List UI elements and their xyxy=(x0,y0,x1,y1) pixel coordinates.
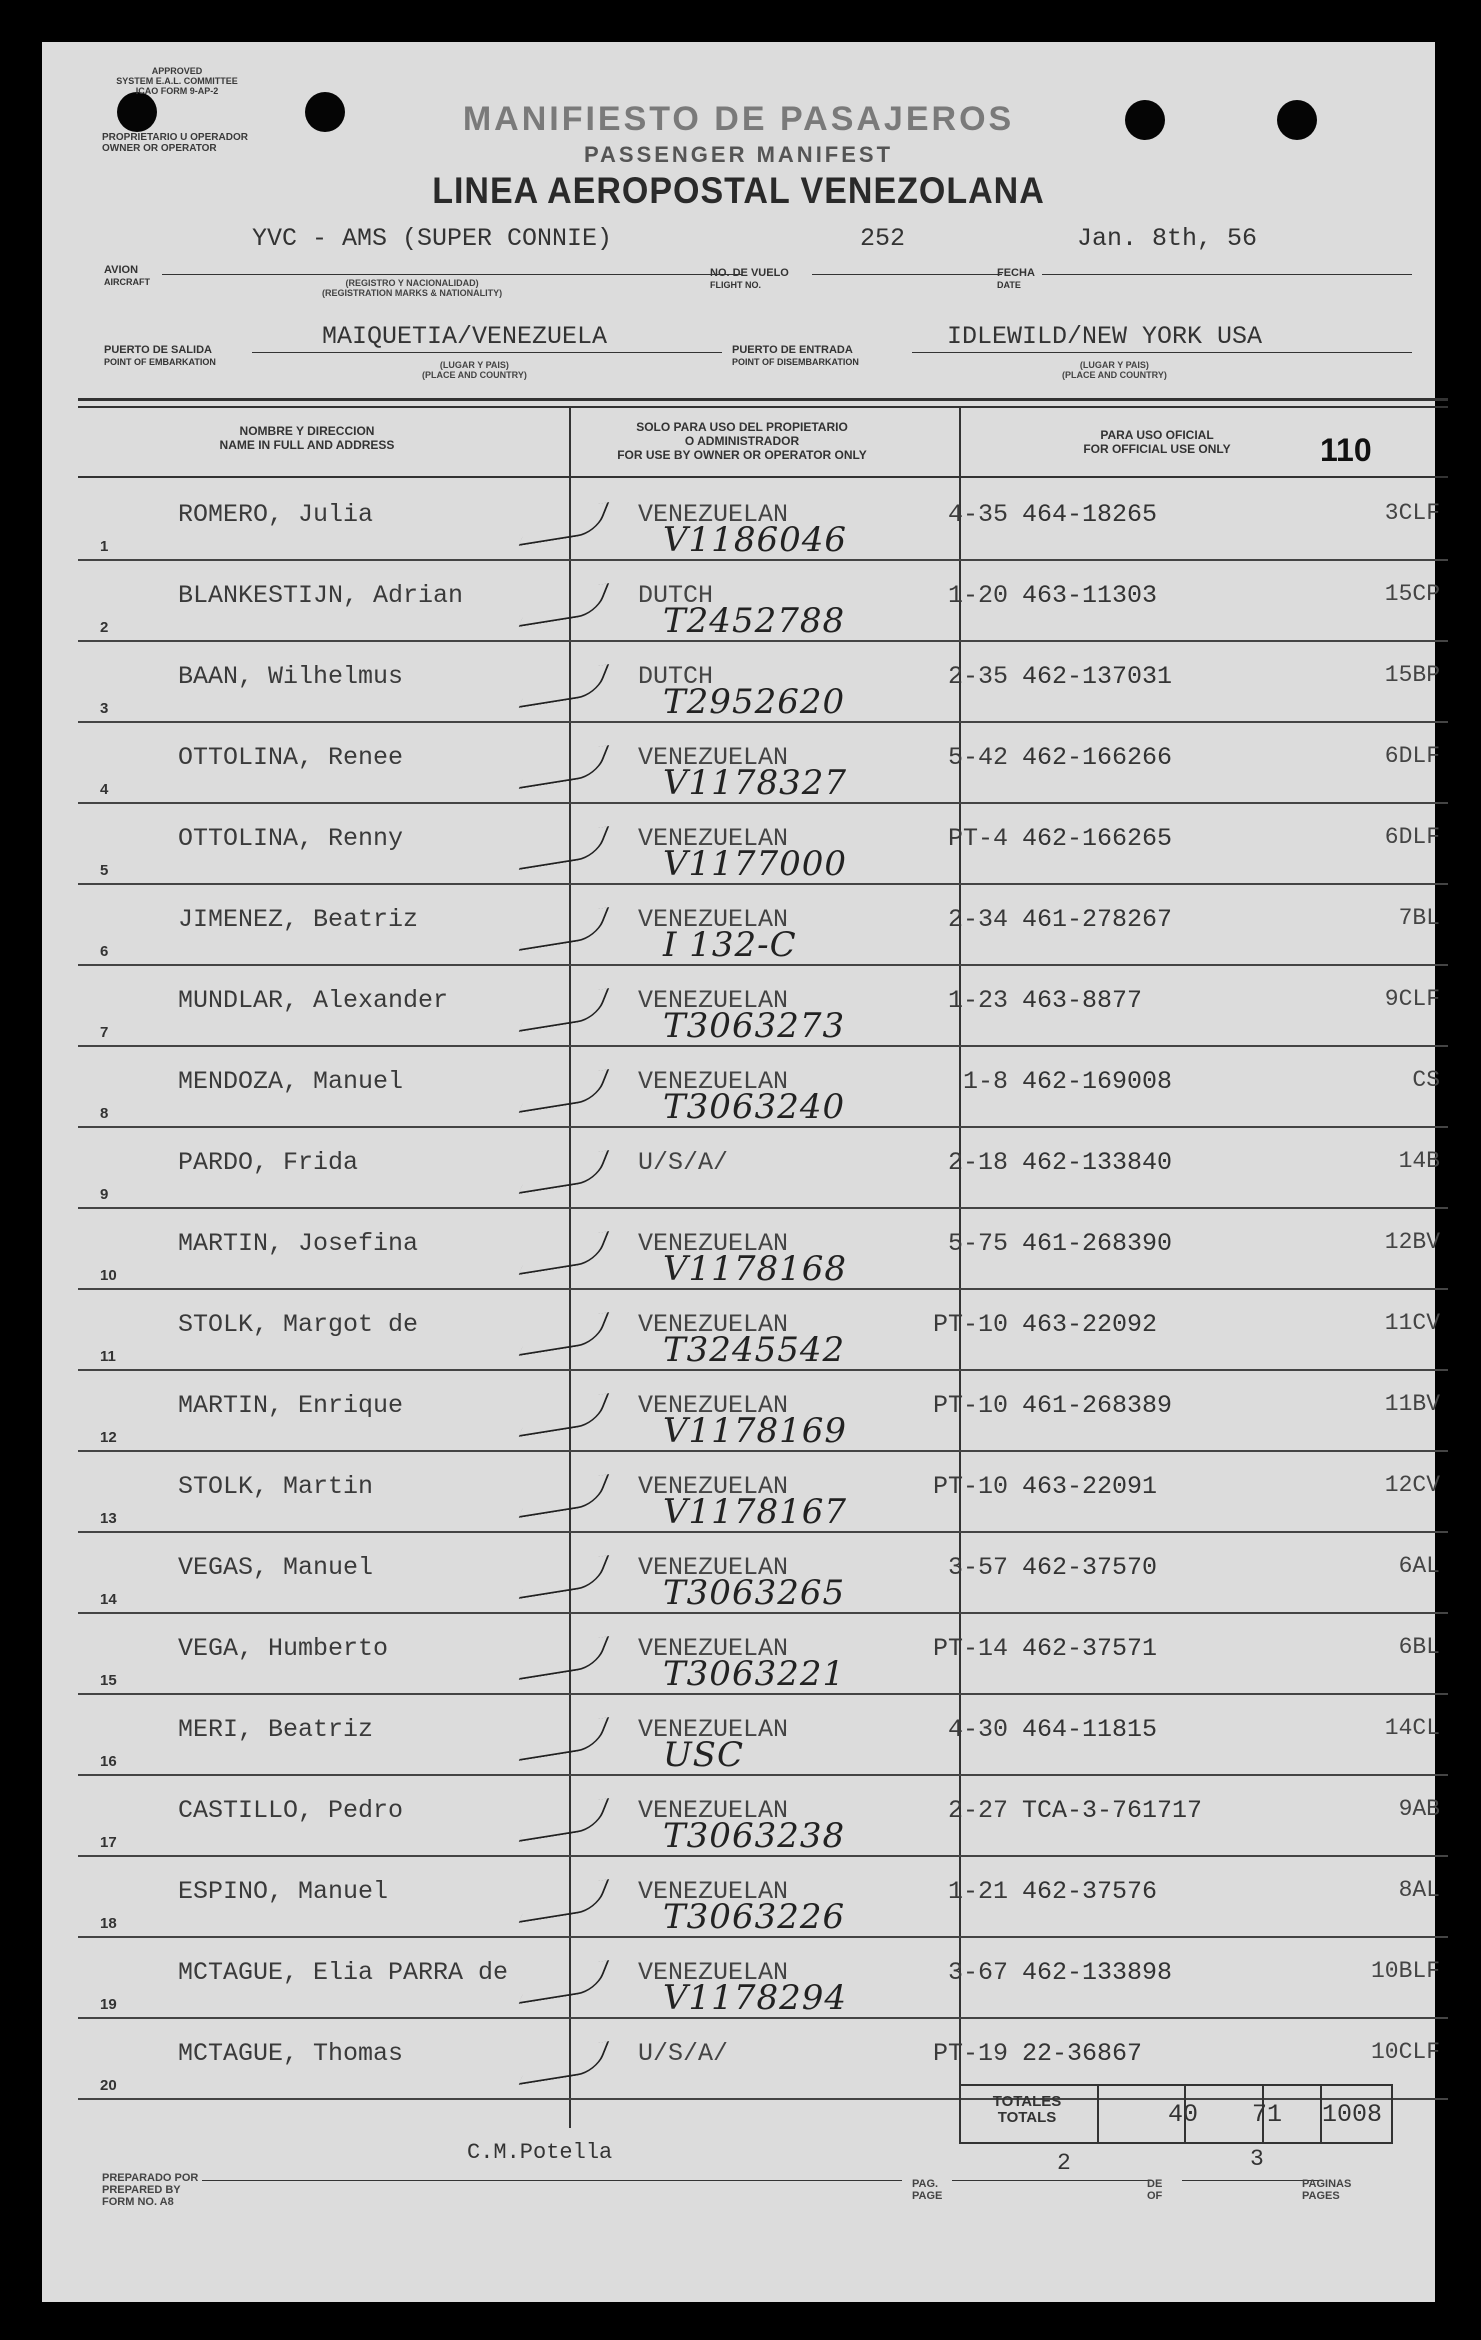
seat-code: 5-42 xyxy=(947,743,1008,772)
row-number: 16 xyxy=(100,1753,117,1770)
handwritten-document-number: T3245542 xyxy=(663,1330,846,1370)
flight-number-value: 252 xyxy=(860,224,906,253)
check-mark-icon xyxy=(519,988,610,1032)
seat-code: PT-14 xyxy=(932,1634,1008,1663)
handwritten-document-number: T2452788 xyxy=(663,601,846,641)
approval-stamp: APPROVED SYSTEM E.A.L. COMMITTEE ICAO FORM 9-AP-2 xyxy=(116,66,238,96)
row-number: 3 xyxy=(100,700,109,717)
column-owner-use: SOLO PARA USO DEL PROPIETARIO O ADMINISTRADOR FOR USE BY OWNER OR OPERATOR ONLY xyxy=(617,420,867,462)
total-pages: 3 xyxy=(1250,2146,1264,2172)
nationality: VENEZUELAN xyxy=(638,1553,789,1582)
table-row xyxy=(78,1126,1448,1209)
row-number: 19 xyxy=(100,1996,117,2013)
nationality: VENEZUELAN xyxy=(638,1796,789,1825)
date-label-es: FECHA xyxy=(997,267,1035,279)
ticket-number: 462-133840 xyxy=(1022,1148,1173,1177)
passenger-name: MUNDLAR, Alexander xyxy=(178,986,449,1015)
seat-code: 2-18 xyxy=(947,1148,1008,1177)
row-number: 7 xyxy=(100,1024,109,1041)
handwritten-document-number: V1178294 xyxy=(663,1978,847,2018)
nationality: U/S/A/ xyxy=(638,2039,729,2068)
ticket-number: 462-37571 xyxy=(1022,1634,1158,1663)
official-code: 6DLF xyxy=(1384,743,1440,769)
nationality: VENEZUELAN xyxy=(638,1877,789,1906)
official-code: 12BV xyxy=(1384,1229,1440,1255)
nationality: VENEZUELAN xyxy=(638,1067,789,1096)
page-line xyxy=(952,2180,1152,2181)
row-number: 20 xyxy=(100,2077,117,2094)
table-row xyxy=(78,1450,1448,1533)
passenger-name: VEGA, Humberto xyxy=(178,1634,389,1663)
handwritten-document-number: V1177000 xyxy=(663,844,847,884)
handwritten-document-number: V1186046 xyxy=(663,520,847,560)
nationality: VENEZUELAN xyxy=(638,905,789,934)
flight-label-es: NO. DE VUELO xyxy=(710,267,789,279)
ticket-number: 462-166265 xyxy=(1022,824,1173,853)
seat-code: 2-35 xyxy=(947,662,1008,691)
table-row xyxy=(78,1531,1448,1614)
ticket-number: 464-11815 xyxy=(1022,1715,1158,1744)
official-code: 11CV xyxy=(1384,1310,1440,1336)
nationality: VENEZUELAN xyxy=(638,1229,789,1258)
registration-label: (REGISTRO Y NACIONALIDAD) (REGISTRATION MARKS & NATIONALITY) xyxy=(322,278,503,298)
ticket-number: 22-36867 xyxy=(1022,2039,1143,2068)
table-row xyxy=(78,1045,1448,1128)
passenger-name: OTTOLINA, Renee xyxy=(178,743,404,772)
check-mark-icon xyxy=(519,502,610,546)
ticket-number: 462-166266 xyxy=(1022,743,1173,772)
of-label-en: OF xyxy=(1147,2190,1163,2202)
official-code: CS xyxy=(1412,1067,1440,1093)
seat-code: PT-19 xyxy=(932,2039,1008,2068)
handwritten-document-number: I 132-C xyxy=(663,925,797,965)
owner-label: PROPRIETARIO U OPERADOR OWNER OR OPERATOR xyxy=(102,132,248,154)
place-country-label-2: (LUGAR Y PAIS) (PLACE AND COUNTRY) xyxy=(1062,360,1167,380)
seat-code: 1-21 xyxy=(947,1877,1008,1906)
ticket-number: 463-11303 xyxy=(1022,581,1158,610)
nationality: U/S/A/ xyxy=(638,1148,729,1177)
official-code: 15CP xyxy=(1384,581,1440,607)
table-row xyxy=(78,1369,1448,1452)
row-number: 1 xyxy=(100,538,109,555)
pages-label-en: PAGES xyxy=(1302,2190,1340,2202)
seat-code: 2-34 xyxy=(947,905,1008,934)
aircraft-value: YVC - AMS (SUPER CONNIE) xyxy=(252,224,613,253)
handwritten-document-number: T3063226 xyxy=(663,1897,846,1937)
table-row xyxy=(78,1207,1448,1290)
check-mark-icon xyxy=(519,1798,610,1842)
title-english: PASSENGER MANIFEST xyxy=(583,142,894,167)
page-number: 2 xyxy=(1057,2150,1071,2176)
ticket-number: TCA-3-761717 xyxy=(1022,1796,1203,1825)
nationality: VENEZUELAN xyxy=(638,1391,789,1420)
official-code: 14CL xyxy=(1384,1715,1440,1741)
passenger-name: STOLK, Margot de xyxy=(178,1310,419,1339)
handwritten-document-number: T3063221 xyxy=(663,1654,846,1694)
handwritten-document-number: V1178169 xyxy=(663,1411,847,1451)
table-row xyxy=(78,1855,1448,1938)
check-mark-icon xyxy=(519,1636,610,1680)
nationality: DUTCH xyxy=(638,662,714,691)
seat-code: 4-30 xyxy=(947,1715,1008,1744)
check-mark-icon xyxy=(519,1150,610,1194)
flight-label-en: FLIGHT NO. xyxy=(710,280,761,290)
official-code: 6BL xyxy=(1398,1634,1440,1660)
of-label-es: DE xyxy=(1147,2178,1163,2190)
table-top-rule-2 xyxy=(78,406,1448,408)
check-mark-icon xyxy=(519,1717,610,1761)
seat-code: 1-8 xyxy=(962,1067,1008,1096)
check-mark-icon xyxy=(519,583,610,627)
row-number: 9 xyxy=(100,1186,109,1203)
nationality: VENEZUELAN xyxy=(638,1958,789,1987)
handwritten-document-number: USC xyxy=(663,1735,744,1775)
row-number: 11 xyxy=(100,1348,116,1365)
totals-value-1: 40 xyxy=(1168,2100,1199,2129)
handwritten-document-number: T3063265 xyxy=(663,1573,846,1613)
ticket-number: 461-278267 xyxy=(1022,905,1173,934)
passenger-name: STOLK, Martin xyxy=(178,1472,374,1501)
disembark-line xyxy=(912,352,1412,353)
check-mark-icon xyxy=(519,826,610,870)
check-mark-icon xyxy=(519,2041,610,2085)
table-row xyxy=(78,478,1448,561)
passenger-name: PARDO, Frida xyxy=(178,1148,359,1177)
ticket-number: 462-37570 xyxy=(1022,1553,1158,1582)
handwritten-document-number: T3063240 xyxy=(663,1087,846,1127)
handwritten-document-number: V1178167 xyxy=(663,1492,847,1532)
handwritten-document-number: V1178327 xyxy=(663,763,847,803)
totals-label: TOTALES TOTALS xyxy=(992,2093,1062,2126)
table-row xyxy=(78,559,1448,642)
embark-label-es: PUERTO DE SALIDA xyxy=(104,344,212,356)
official-code: 9CLF xyxy=(1384,986,1440,1012)
official-code: 7BL xyxy=(1398,905,1440,931)
row-number: 10 xyxy=(100,1267,117,1284)
table-row xyxy=(78,721,1448,804)
row-number: 2 xyxy=(100,619,109,636)
handwritten-document-number: T3063273 xyxy=(663,1006,846,1046)
aircraft-label-en: AIRCRAFT xyxy=(104,277,150,287)
row-number: 8 xyxy=(100,1105,109,1122)
table-row xyxy=(78,883,1448,966)
place-country-label-1: (LUGAR Y PAIS) (PLACE AND COUNTRY) xyxy=(422,360,527,380)
row-number: 14 xyxy=(100,1591,117,1608)
passenger-name: ROMERO, Julia xyxy=(178,500,374,529)
table-row xyxy=(78,640,1448,723)
handwritten-document-number: T2952620 xyxy=(663,682,846,722)
check-mark-icon xyxy=(519,664,610,708)
nationality: VENEZUELAN xyxy=(638,824,789,853)
seat-code: 4-35 xyxy=(947,500,1008,529)
nationality: VENEZUELAN xyxy=(638,1634,789,1663)
passenger-name: BAAN, Wilhelmus xyxy=(178,662,404,691)
table-row xyxy=(78,1774,1448,1857)
passenger-name: MCTAGUE, Thomas xyxy=(178,2039,404,2068)
nationality: VENEZUELAN xyxy=(638,1715,789,1744)
ticket-number: 462-133898 xyxy=(1022,1958,1173,1987)
page-label-en: PAGE xyxy=(912,2190,943,2202)
seat-code: 1-20 xyxy=(947,581,1008,610)
embark-line xyxy=(252,352,722,353)
row-number: 6 xyxy=(100,943,109,960)
ticket-number: 462-169008 xyxy=(1022,1067,1173,1096)
row-number: 13 xyxy=(100,1510,117,1527)
passenger-name: MENDOZA, Manuel xyxy=(178,1067,404,1096)
ticket-number: 461-268390 xyxy=(1022,1229,1173,1258)
table-top-rule xyxy=(78,398,1448,401)
check-mark-icon xyxy=(519,745,610,789)
official-code: 11BV xyxy=(1384,1391,1440,1417)
seat-code: PT-4 xyxy=(947,824,1008,853)
date-value: Jan. 8th, 56 xyxy=(1077,224,1258,253)
table-row xyxy=(78,964,1448,1047)
check-mark-icon xyxy=(519,1555,610,1599)
disembark-label-es: PUERTO DE ENTRADA xyxy=(732,344,853,356)
title-spanish: MANIFIESTO DE PASAJEROS xyxy=(462,100,1015,138)
check-mark-icon xyxy=(519,1879,610,1923)
check-mark-icon xyxy=(519,1231,610,1275)
check-mark-icon xyxy=(519,1474,610,1518)
nationality: DUTCH xyxy=(638,581,714,610)
seat-code: 1-23 xyxy=(947,986,1008,1015)
check-mark-icon xyxy=(519,1393,610,1437)
column-name-address: NOMBRE Y DIRECCION NAME IN FULL AND ADDRESS xyxy=(219,424,395,452)
table-row xyxy=(78,802,1448,885)
row-number: 4 xyxy=(100,781,109,798)
ticket-number: 463-8877 xyxy=(1022,986,1143,1015)
totals-value-2: 71 xyxy=(1252,2100,1283,2129)
pages-label-es: PAGINAS xyxy=(1302,2178,1352,2190)
nationality: VENEZUELAN xyxy=(638,743,789,772)
official-code: 15BP xyxy=(1384,662,1440,688)
row-number: 15 xyxy=(100,1672,117,1689)
table-row xyxy=(78,1936,1448,2019)
nationality: VENEZUELAN xyxy=(638,986,789,1015)
nationality: VENEZUELAN xyxy=(638,1472,789,1501)
table-row xyxy=(78,1612,1448,1695)
row-number: 12 xyxy=(100,1429,117,1446)
official-code: 3CLF xyxy=(1384,500,1440,526)
nationality: VENEZUELAN xyxy=(638,500,789,529)
embark-label-en: POINT OF EMBARKATION xyxy=(104,357,216,367)
seat-code: 3-67 xyxy=(947,1958,1008,1987)
table-row xyxy=(78,1693,1448,1776)
passenger-name: OTTOLINA, Renny xyxy=(178,824,404,853)
aircraft-label-es: AVION xyxy=(104,264,139,276)
handwritten-document-number: T3063238 xyxy=(663,1816,846,1856)
prepared-by-value: C.M.Potella xyxy=(467,2140,613,2165)
nationality: VENEZUELAN xyxy=(638,1310,789,1339)
form-number-110: 110 xyxy=(1320,432,1372,468)
prepared-by-label: PREPARADO POR PREPARED BY FORM NO. A8 xyxy=(102,2172,199,2208)
row-number: 17 xyxy=(100,1834,117,1851)
manifest-page xyxy=(42,42,1440,2302)
disembark-value: IDLEWILD/NEW YORK USA xyxy=(947,322,1263,351)
check-mark-icon xyxy=(519,1960,610,2004)
airline-name: LINEA AEROPOSTAL VENEZOLANA xyxy=(432,170,1045,212)
passenger-name: MARTIN, Josefina xyxy=(178,1229,419,1258)
embark-value: MAIQUETIA/VENEZUELA xyxy=(322,322,608,351)
ticket-number: 463-22091 xyxy=(1022,1472,1158,1501)
passenger-name: MARTIN, Enrique xyxy=(178,1391,404,1420)
seat-code: 3-57 xyxy=(947,1553,1008,1582)
of-line xyxy=(1182,2180,1322,2181)
seat-code: PT-10 xyxy=(932,1310,1008,1339)
ticket-number: 464-18265 xyxy=(1022,500,1158,529)
passenger-name: BLANKESTIJN, Adrian xyxy=(178,581,464,610)
ticket-number: 462-137031 xyxy=(1022,662,1173,691)
passenger-name: VEGAS, Manuel xyxy=(178,1553,374,1582)
table-row xyxy=(78,1288,1448,1371)
page-label-es: PAG. xyxy=(912,2178,939,2190)
ticket-number: 462-37576 xyxy=(1022,1877,1158,1906)
row-number: 5 xyxy=(100,862,109,879)
passenger-name: CASTILLO, Pedro xyxy=(178,1796,404,1825)
prepared-line xyxy=(202,2180,902,2181)
official-code: 6AL xyxy=(1398,1553,1440,1579)
passenger-name: ESPINO, Manuel xyxy=(178,1877,389,1906)
aircraft-line xyxy=(162,274,742,275)
column-official-use: PARA USO OFICIAL FOR OFFICIAL USE ONLY xyxy=(1083,428,1231,456)
passenger-name: MERI, Beatriz xyxy=(178,1715,374,1744)
handwritten-document-number: V1178168 xyxy=(663,1249,847,1289)
seat-code: PT-10 xyxy=(932,1391,1008,1420)
row-number: 18 xyxy=(100,1915,117,1932)
passenger-name: JIMENEZ, Beatriz xyxy=(178,905,419,934)
date-label-en: DATE xyxy=(997,280,1021,290)
check-mark-icon xyxy=(519,1069,610,1113)
date-line xyxy=(1042,274,1412,275)
official-code: 6DLF xyxy=(1384,824,1440,850)
totals-divider xyxy=(1097,2084,1099,2142)
official-code: 10CLF xyxy=(1370,2039,1440,2065)
seat-code: 2-27 xyxy=(947,1796,1008,1825)
official-code: 12CV xyxy=(1384,1472,1440,1498)
official-code: 14B xyxy=(1398,1148,1440,1174)
check-mark-icon xyxy=(519,907,610,951)
official-code: 8AL xyxy=(1398,1877,1440,1903)
passenger-name: MCTAGUE, Elia PARRA de xyxy=(178,1958,509,1987)
check-mark-icon xyxy=(519,1312,610,1356)
totals-value-3: 1008 xyxy=(1322,2100,1383,2129)
flight-line xyxy=(812,274,1002,275)
official-code: 10BLF xyxy=(1370,1958,1440,1984)
official-code: 9AB xyxy=(1398,1796,1440,1822)
seat-code: 5-75 xyxy=(947,1229,1008,1258)
ticket-number: 463-22092 xyxy=(1022,1310,1158,1339)
disembark-label-en: POINT OF DISEMBARKATION xyxy=(732,357,859,367)
seat-code: PT-10 xyxy=(932,1472,1008,1501)
ticket-number: 461-268389 xyxy=(1022,1391,1173,1420)
